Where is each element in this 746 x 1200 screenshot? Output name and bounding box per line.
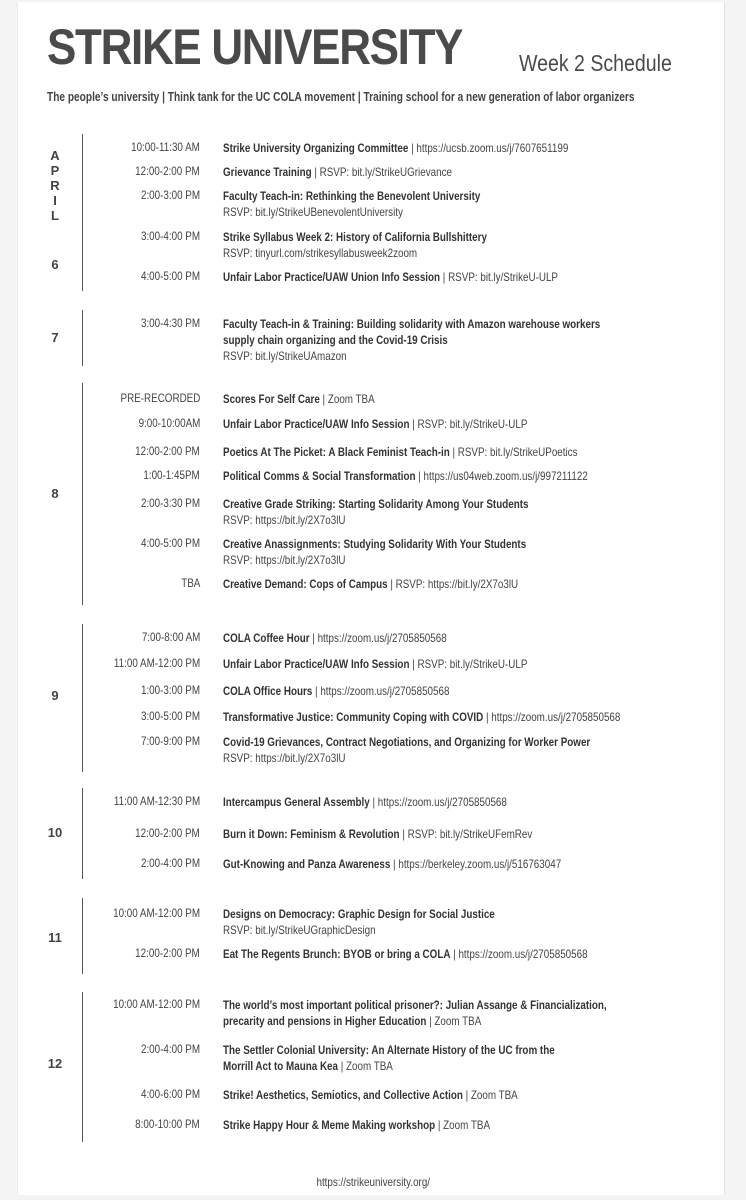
event-title: The world’s most important political prisoner?: Julian Assange & Financialization, xyxy=(223,998,607,1012)
page-title: STRIKE UNIVERSITY xyxy=(47,19,463,75)
day-section-10 xyxy=(0,788,746,879)
event-title: Transformative Justice: Community Coping with COVID xyxy=(223,710,484,724)
event-time: 2:00-3:00 PM xyxy=(140,188,200,202)
day-section-12 xyxy=(0,992,746,1142)
event-link[interactable]: | Zoom TBA xyxy=(435,1118,491,1132)
event-time: 12:00-2:00 PM xyxy=(135,946,200,960)
event-title-cont: Morrill Act to Mauna Kea xyxy=(223,1059,339,1073)
event-time: 10:00 AM-12:00 PM xyxy=(113,906,200,920)
day-number: 7 xyxy=(51,330,59,345)
event-link[interactable]: | RSVP: bit.ly/StrikeU-ULP xyxy=(409,657,528,671)
event-title: Faculty Teach-in & Training: Building solidarity with Amazon warehouse workers xyxy=(223,317,601,331)
page-subtitle: Week 2 Schedule xyxy=(519,50,672,76)
day-divider-line xyxy=(82,992,83,1142)
event-link[interactable]: | Zoom TBA xyxy=(338,1059,393,1073)
event-link[interactable]: | https://ucsb.zoom.us/j/7607651199 xyxy=(408,141,569,155)
event-title: Creative Demand: Cops of Campus xyxy=(223,577,388,591)
event-link[interactable]: | https://zoom.us/j/2705850568 xyxy=(312,684,450,698)
event-link[interactable]: | Zoom TBA xyxy=(426,1014,482,1028)
event-title: Covid-19 Grievances, Contract Negotiations, and Organizing for Worker Power xyxy=(223,735,591,749)
event-time: 11:00 AM-12:00 PM xyxy=(113,656,200,670)
event-time: 3:00-5:00 PM xyxy=(140,709,200,723)
event-title: Unfair Labor Practice/UAW Info Session xyxy=(223,417,410,431)
day-divider-line xyxy=(82,383,83,605)
event-time: 3:00-4:30 PM xyxy=(140,316,200,330)
event-time: 9:00-10:00AM xyxy=(138,416,200,430)
event-time: 2:00-3:30 PM xyxy=(140,496,200,510)
month-label xyxy=(40,148,70,223)
event-link[interactable]: | https://zoom.us/j/2705850568 xyxy=(369,795,507,809)
event-time: 12:00-2:00 PM xyxy=(135,826,200,840)
event-title-cont: precarity and pensions in Higher Education xyxy=(223,1014,427,1028)
event-title: Creative Grade Striking: Starting Solidarity Among Your Students xyxy=(223,497,529,511)
event-link[interactable]: RSVP: https://bit.ly/2X7o3lU xyxy=(223,513,346,527)
event-time: 10:00 AM-12:00 PM xyxy=(113,997,200,1011)
footer-url[interactable] xyxy=(0,1175,746,1189)
day-divider-line xyxy=(82,310,83,366)
event-link[interactable]: RSVP: https://bit.ly/2X7o3lU xyxy=(223,751,346,765)
event-time: 8:00-10:00 PM xyxy=(135,1117,200,1131)
event-link[interactable]: | RSVP: bit.ly/StrikeUPoetics xyxy=(449,445,578,459)
event-title: COLA Coffee Hour xyxy=(223,631,310,645)
event-time: 4:00-5:00 PM xyxy=(140,536,200,550)
event-title: Unfair Labor Practice/UAW Union Info Session xyxy=(223,270,441,284)
event-link[interactable]: | https://zoom.us/j/2705850568 xyxy=(450,947,588,961)
month-letter: I xyxy=(53,193,57,208)
event-link[interactable]: RSVP: tinyurl.com/strikesyllabusweek2zoom xyxy=(223,246,418,260)
event-title: Strike Happy Hour & Meme Making workshop xyxy=(223,1118,436,1132)
event-link[interactable]: | RSVP: bit.ly/StrikeU-ULP xyxy=(409,417,528,431)
day-section-7 xyxy=(0,310,746,366)
event-title: The Settler Colonial University: An Alternate History of the UC from the xyxy=(223,1043,555,1057)
event-link[interactable]: | https://us04web.zoom.us/j/997211122 xyxy=(415,469,588,483)
event-title-cont: supply chain organizing and the Covid-19 Crisis xyxy=(223,333,448,347)
event-time: 12:00-2:00 PM xyxy=(135,164,200,178)
day-section-8 xyxy=(0,383,746,605)
month-letter: P xyxy=(50,163,60,178)
event-title: Strike! Aesthetics, Semiotics, and Collective Action xyxy=(223,1088,463,1102)
day-divider-line xyxy=(82,134,83,291)
month-letter: A xyxy=(50,148,60,163)
event-time: 4:00-6:00 PM xyxy=(140,1087,200,1101)
event-link[interactable]: | https://zoom.us/j/2705850568 xyxy=(309,631,447,645)
footer-url-text[interactable]: https://strikeuniversity.org/ xyxy=(316,1175,430,1189)
event-title: Scores For Self Care xyxy=(223,392,320,406)
day-divider-line xyxy=(82,898,83,974)
event-title: Designs on Democracy: Graphic Design for Social Justice xyxy=(223,907,495,921)
event-title: Strike University Organizing Committee xyxy=(223,141,409,155)
event-title: Strike Syllabus Week 2: History of California Bullshittery xyxy=(223,230,487,244)
day-divider-line xyxy=(82,624,83,772)
event-title: Faculty Teach-in: Rethinking the Benevolent University xyxy=(223,189,481,203)
event-time: 11:00 AM-12:30 PM xyxy=(113,794,200,808)
event-link[interactable]: RSVP: https://bit.ly/2X7o3lU xyxy=(223,553,346,567)
event-time: 2:00-4:00 PM xyxy=(140,856,200,870)
event-link[interactable]: | Zoom TBA xyxy=(319,392,375,406)
event-time: 4:00-5:00 PM xyxy=(140,269,200,283)
event-title: Intercampus General Assembly xyxy=(223,795,370,809)
event-time: PRE-RECORDED xyxy=(120,391,200,405)
event-time: 1:00-3:00 PM xyxy=(140,683,200,697)
event-time: 7:00-8:00 AM xyxy=(141,630,200,644)
event-title: Grievance Training xyxy=(223,165,312,179)
event-time: 10:00-11:30 AM xyxy=(131,140,200,154)
event-link[interactable]: RSVP: bit.ly/StrikeUGraphicDesign xyxy=(223,923,376,937)
event-link[interactable]: RSVP: bit.ly/StrikeUAmazon xyxy=(223,349,347,363)
day-number: 6 xyxy=(51,257,59,272)
day-section-11 xyxy=(0,898,746,974)
event-time: 12:00-2:00 PM xyxy=(135,444,200,458)
event-link[interactable]: | https://berkeley.zoom.us/j/516763047 xyxy=(390,857,562,871)
event-link[interactable]: | RSVP: bit.ly/StrikeUFemRev xyxy=(399,827,533,841)
day-number: 10 xyxy=(47,825,63,840)
event-link[interactable]: | RSVP: https://bit.ly/2X7o3lU xyxy=(387,577,519,591)
day-section-9 xyxy=(0,624,746,772)
event-time: 1:00-1:45PM xyxy=(143,468,200,482)
event-time: 3:00-4:00 PM xyxy=(140,229,200,243)
day-section-april-6 xyxy=(0,134,746,291)
event-time: 2:00-4:00 PM xyxy=(140,1042,200,1056)
day-divider-line xyxy=(82,788,83,879)
event-link[interactable]: | RSVP: bit.ly/StrikeUGrievance xyxy=(311,165,452,179)
tagline: The people’s university | Think tank for the UC COLA movement | Training school for a new generation of labor organizers xyxy=(47,89,635,104)
event-title: Unfair Labor Practice/UAW Info Session xyxy=(223,657,410,671)
event-title: Creative Anassignments: Studying Solidarity With Your Students xyxy=(223,537,527,551)
day-number: 11 xyxy=(48,930,62,945)
day-number: 9 xyxy=(51,688,59,703)
event-link[interactable]: | Zoom TBA xyxy=(462,1088,518,1102)
event-link[interactable]: RSVP: bit.ly/StrikeUBenevolentUniversity xyxy=(223,205,403,219)
day-number: 8 xyxy=(51,486,59,501)
event-title: Political Comms & Social Transformation xyxy=(223,469,416,483)
event-link[interactable]: | https://zoom.us/j/2705850568 xyxy=(483,710,621,724)
event-title: Gut-Knowing and Panza Awareness xyxy=(223,857,391,871)
event-link[interactable]: | RSVP: bit.ly/StrikeU-ULP xyxy=(440,270,558,284)
event-title: Poetics At The Picket: A Black Feminist Teach-in xyxy=(223,445,450,459)
event-time: TBA xyxy=(180,576,200,590)
event-title: Burn it Down: Feminism & Revolution xyxy=(223,827,400,841)
month-letter: L xyxy=(51,208,59,223)
event-time: 7:00-9:00 PM xyxy=(140,734,200,748)
month-letter: R xyxy=(50,178,60,193)
event-title: Eat The Regents Brunch: BYOB or bring a COLA xyxy=(223,947,451,961)
event-title: COLA Office Hours xyxy=(223,684,313,698)
day-number: 12 xyxy=(47,1056,63,1071)
